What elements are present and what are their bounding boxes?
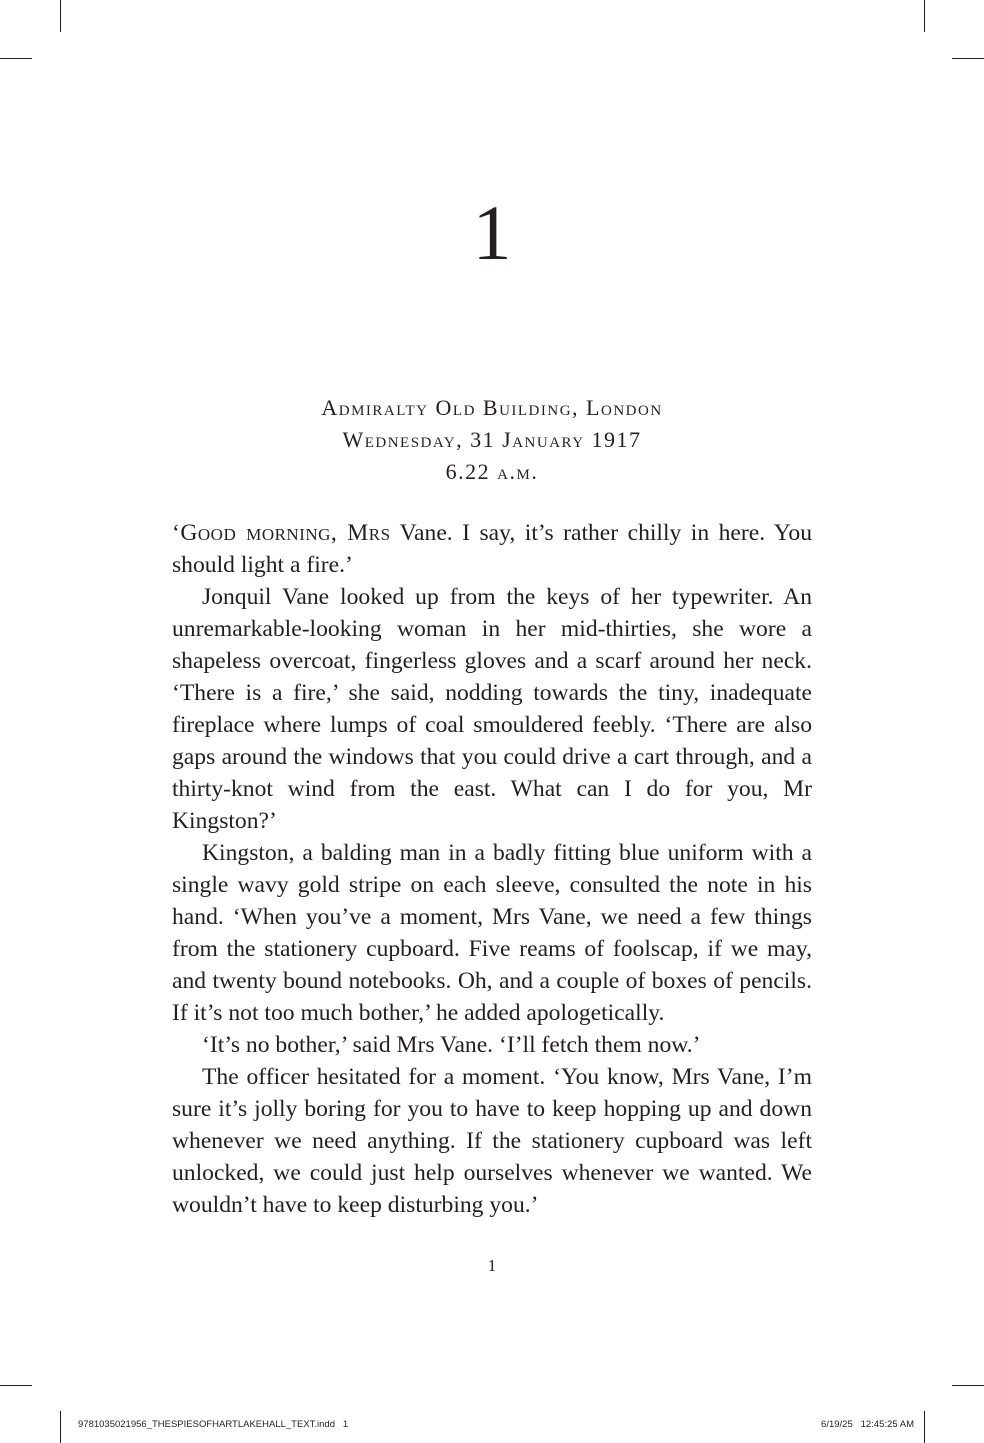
paragraph-lead-name: Mrs xyxy=(337,520,391,546)
heading-time: 6.22 a.m. xyxy=(445,459,539,484)
paragraph: Kingston, a balding man in a badly fitting blue uniform with a single wavy gold stripe on each sleeve, consulted the note in his hand. ‘When you’ve a moment, Mrs Vane, we need a few things from the stationery cupboard. Five reams of foolscap, if we may, and twenty bound notebooks. Oh, and a couple of boxes of pencils. If it’s not too much bother,’ he added apologetically. xyxy=(172,840,812,1026)
crop-mark-top-right xyxy=(924,0,925,32)
crop-mark-bottom-left xyxy=(60,1411,61,1443)
heading-date: Wednesday, 31 January 1917 xyxy=(342,427,642,452)
crop-mark-bottom-right-horizontal xyxy=(952,1385,984,1386)
paragraph xyxy=(172,517,812,581)
crop-mark-top-right-horizontal xyxy=(952,58,984,59)
paragraph: Jonquil Vane looked up from the keys of her typewriter. An unremarkable-looking woman in her mid-thirties, she wore a shapeless overcoat, fingerless gloves and a scarf around her neck. ‘There is a fire,’ she said, nodding towards the tiny, inadequate fireplace where lumps of coal smouldered feebly. ‘There are also gaps around the windows that you could drive a cart through, and a thirty-knot wind from the east. What can I do for you, Mr Kingston?’ xyxy=(172,584,812,834)
slug-timestamp: 6/19/25 12:45:25 AM xyxy=(821,1419,914,1430)
page-number: 1 xyxy=(487,1256,497,1275)
paragraph: The officer hesitated for a moment. ‘You know, Mrs Vane, I’m sure it’s jolly boring for you to have to keep hopping up and down whenever we need anything. If the stationery cupboard was left unlocked, we could just help ourselves whenever we wanted. We wouldn’t have to keep disturbing you.’ xyxy=(172,1064,812,1218)
paragraph-text: Vane. I say, it’s rather chilly in here. You should light a fire.’ xyxy=(172,520,812,578)
paragraph: ‘It’s no bother,’ said Mrs Vane. ‘I’ll fetch them now.’ xyxy=(202,1032,701,1058)
body-text xyxy=(172,517,812,1221)
chapter-heading xyxy=(0,392,984,488)
crop-mark-top-left xyxy=(60,0,61,32)
paragraph-lead: ‘Good morning, xyxy=(172,520,338,546)
crop-mark-bottom-left-horizontal xyxy=(0,1385,32,1386)
slug-filename: 9781035021956_THESPIESOFHARTLAKEHALL_TEXT.indd 1 xyxy=(78,1419,349,1430)
crop-mark-bottom-right xyxy=(924,1411,925,1443)
heading-location: Admiralty Old Building, London xyxy=(321,395,663,420)
chapter-number: 1 xyxy=(472,189,512,276)
crop-mark-top-left-horizontal xyxy=(0,58,32,59)
